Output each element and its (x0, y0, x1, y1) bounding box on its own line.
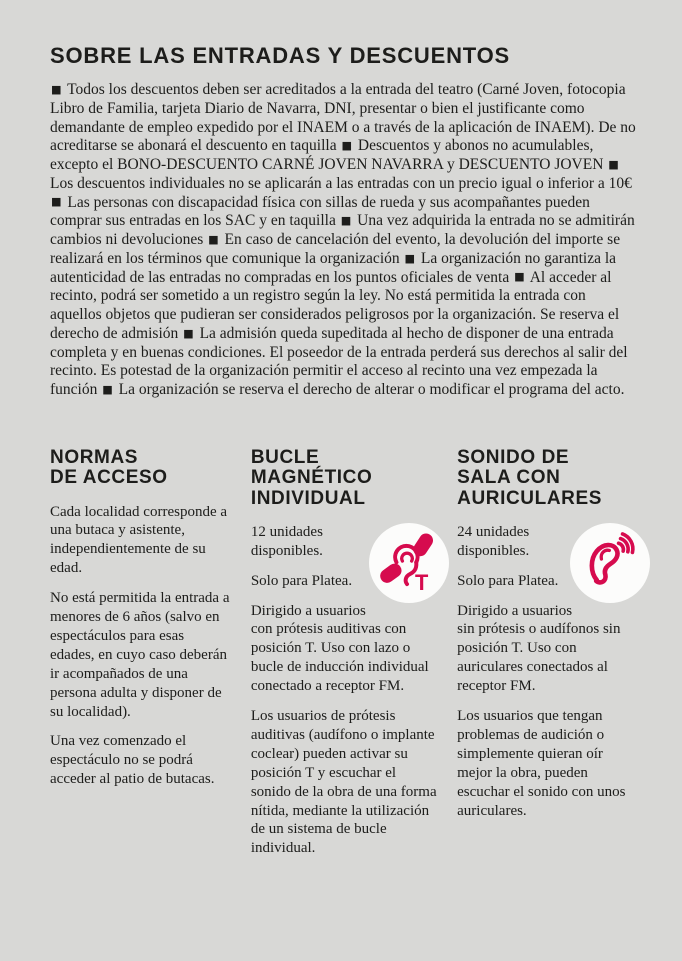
column-heading-normas-de-acceso: NORMAS DE ACCESO (50, 446, 168, 489)
column-paragraph: Dirigido a usuarios con prótesis auditivas con posición T. Uso con lazo o bucle de inducción individual conectado a receptor FM. (250, 602, 429, 695)
square-bullet-icon: ■ (208, 232, 219, 246)
svg-text:T: T (415, 569, 429, 595)
page-title: SOBRE LAS ENTRADAS Y DESCUENTOS (50, 43, 510, 68)
column-paragraph: Una vez comenzado el espectáculo no se podrá acceder al patio de butacas. (50, 733, 215, 788)
info-columns (50, 448, 638, 869)
column-paragraph: Cada localidad corresponde a una butaca y asistente, independientemente de su edad. (50, 503, 228, 577)
column-content-sonido-de-sala (457, 523, 638, 820)
column-bucle-magnetico-individual (251, 448, 437, 869)
column-paragraph: Los usuarios de prótesis auditivas (audífono o implante coclear) pueden activar su posición T y escuchar el sonido de la obra de una forma nítida, mediante la utilización de un sistema de bucle individual. (250, 708, 437, 857)
square-bullet-icon: ■ (51, 82, 62, 96)
square-bullet-icon: ■ (183, 326, 194, 340)
column-paragraph: Dirigido a usuarios sin prótesis o audífonos sin posición T. Uso con auriculares conectados al receptor FM. (457, 602, 621, 695)
column-paragraph: Solo para Platea. (250, 572, 353, 589)
column-paragraph: Los usuarios que tengan problemas de audición o simplemente quieran oír mejor la obra, pueden escuchar el sonido con unos auriculares. (457, 708, 626, 819)
column-paragraph: 12 unidades disponibles. (250, 523, 323, 559)
column-heading-sonido-de-sala: SONIDO DE SALA CON AURICULARES (457, 446, 603, 509)
ear-sound-waves-icon (570, 523, 650, 603)
square-bullet-icon: ■ (102, 382, 113, 396)
column-paragraph: Solo para Platea. (457, 572, 559, 589)
entry-discount-terms-paragraph: ■ Todos los descuentos deben ser acreditados a la entrada del teatro (Carné Joven, fotocopia Libro de Familia, tarjeta Diario de Navarra, DNI, presentar o bien el justificante como demandante de empleo expedido por el INAEM o a través de la aplicación de INAEM). De no acreditarse se abonará el descuento en taquilla ■ Descuentos y abonos no acumulables, excepto el BONO-DESCUENTO CARNÉ JOVEN NAVARRA y DESCUENTO JOVEN ■ Los descuentos individuales no se aplicarán a las entradas con un precio igual o inferior a 10€ ■ Las personas con discapacidad física con sillas de rueda y sus acompañantes pueden comprar sus entradas en los SAC y en taquilla ■ Una vez adquirida la entrada no se admitirán cambios ni devoluciones ■ En caso de cancelación del evento, la devolución del importe se realizará en los términos que comunique la organización ■ La organización no garantiza la autenticidad de las entradas no compradas en los puntos oficiales de venta ■ Al acceder al recinto, podrá ser sometido a un registro según la ley. No está permitida la entrada con aquellos objetos que pudieran ser considerados peligrosos por la organización. Se reserva el derecho de admisión ■ La admisión queda supeditada al hecho de disponer de una entrada completa y en buenas condiciones. El poseedor de la entrada perderá sus derechos al salir del recinto. Es potestad de la organización permitir el acceso al recinto una vez empezada la función ■ La organización se reserva el derecho de alterar o modificar el programa del acto. (50, 81, 636, 399)
square-bullet-icon: ■ (51, 195, 62, 209)
square-bullet-icon: ■ (514, 270, 525, 284)
column-paragraph: 24 unidades disponibles. (457, 523, 530, 559)
column-sonido-de-sala (457, 448, 638, 869)
column-heading-bucle-magnetico: BUCLE MAGNÉTICO INDIVIDUAL (250, 446, 373, 509)
column-paragraph: No está permitida la entrada a menores de 6 años (salvo en espectáculos para esas edades, en cuyo caso deberán ir acompañados de una persona adulta y disponer de su localidad). (50, 590, 230, 720)
square-bullet-icon: ■ (340, 214, 352, 228)
square-bullet-icon: ■ (404, 251, 416, 265)
column-normas-de-acceso (50, 448, 231, 869)
square-bullet-icon: ■ (608, 157, 619, 171)
square-bullet-icon: ■ (341, 139, 353, 153)
hearing-loop-t-icon (369, 523, 449, 603)
column-content-normas-de-acceso (50, 503, 231, 789)
column-content-bucle-magnetico (251, 523, 437, 858)
